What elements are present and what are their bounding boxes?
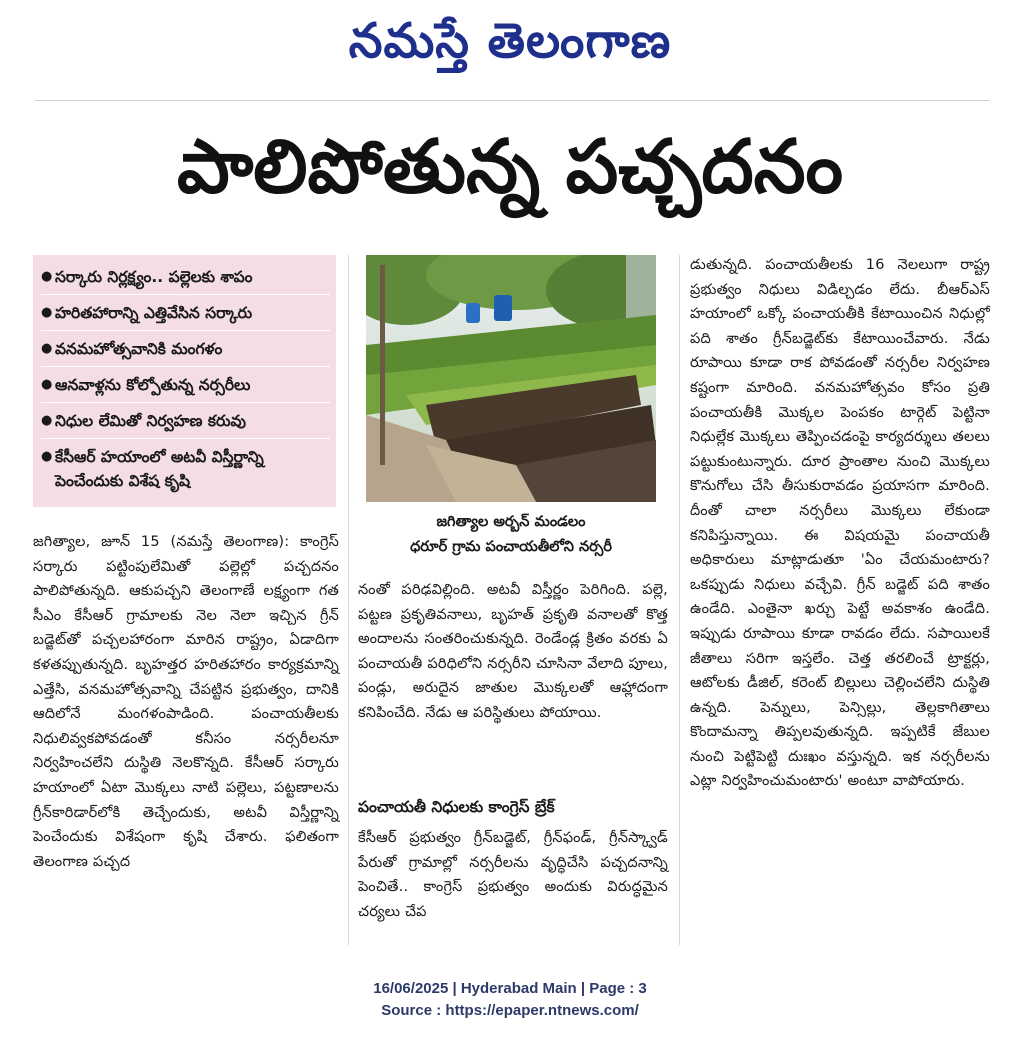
caption-line: జగిత్యాల అర్బన్ మండలం xyxy=(436,514,586,530)
footer-source: Source : https://epaper.ntnews.com/ xyxy=(381,1002,639,1019)
bullet-icon: ● xyxy=(41,341,53,356)
highlight-item xyxy=(41,295,330,331)
article-subheading: పంచాయతీ నిధులకు కాంగ్రెస్ బ్రేక్ xyxy=(358,798,555,816)
headline: పాలిపోతున్న పచ్చదనం xyxy=(176,124,844,210)
column-divider xyxy=(679,255,680,945)
article-column-middle-bottom xyxy=(358,826,668,924)
bullet-icon: ● xyxy=(41,269,53,284)
bullet-icon: ● xyxy=(41,377,53,392)
highlight-text: హరితహారాన్ని ఎత్తివేసిన సర్కారు xyxy=(55,304,253,322)
highlight-item xyxy=(41,439,330,498)
highlight-text: కేసీఆర్ హయాంలో అటవీ విస్తీర్ణాన్ని పెంచేందుకు విశేష కృషి xyxy=(55,448,264,490)
highlight-item xyxy=(41,403,330,439)
bullet-icon: ● xyxy=(41,449,53,464)
article-text: నంతో పరిఢవిల్లింది. అటవీ విస్తీర్ణం పెరిగింది. పల్లె, పట్టణ ప్రకృతివనాలు, బృహత్ ప్రకృతి వనాలతో కొత్త అందాలను సంతరించుకున్నది. రెండేండ్ల క్రితం వరకు ఏ పంచాయతీ పరిధిలోని నర్సరీని చూసినా వేలాది పూలు, పండ్లు, అరుదైన జాతుల మొక్కలతో ఆహ్లాదంగా కనిపించేది. నేడు ఆ పరిస్థితులు పోయాయి. xyxy=(358,582,668,721)
footer-date-edition: 16/06/2025 | Hyderabad Main | Page : 3 xyxy=(373,980,647,997)
highlights-box xyxy=(33,255,336,507)
bullet-icon: ● xyxy=(41,413,53,428)
highlight-text: ఆనవాళ్లను కోల్పోతున్న నర్సరీలు xyxy=(55,376,251,394)
article-column-left xyxy=(33,530,339,874)
highlight-text: వనమహోత్సవానికి మంగళం xyxy=(55,340,223,358)
article-text: జగిత్యాల, జూన్ 15 (నమస్తే తెలంగాణ): కాంగ్రెస్ సర్కారు పట్టింపులేమితో పల్లెల్లో పచ్చదనం పాలిపోతున్నది. ఆకుపచ్చని తెలంగాణే లక్ష్యంగా గత సీఎం కేసీఆర్ గ్రామాలకు నెల నెలా ఇచ్చిన గ్రీన్ బడ్జెట్‌తో పచ్చలహారంగా మారిన రాష్ట్రం, ఏడాదిగా కళతప్పుతున్నది. బృహత్తర హరితహారం కార్యక్రమాన్ని ఎత్తేసి, వనమహోత్సవాన్ని చేపట్టిన ప్రభుత్వం, దానికి ఆదిలోనే మంగళంపాడింది. పంచాయతీలకు నిధులివ్వకపోవడంతో కనీసం నర్సరీలనూ నిర్వహించలేని దుస్థితి నెలకొన్నది. కేసీఆర్ సర్కారు హయాంలో ఏటా మొక్కలు నాటి పల్లెలు, పట్టణాలను గ్రీన్‌కారిడార్‌లోకి తెచ్చేందుకు, అటవీ విస్తీర్ణాన్ని పెంచేందుకు విశేషంగా కృషి చేశారు. ఫలితంగా తెలంగాణ పచ్చద xyxy=(33,534,339,870)
caption-line: ధరూర్ గ్రామ పంచాయతీలోని నర్సరీ xyxy=(410,539,612,555)
masthead-logo: నమస్తే తెలంగాణ xyxy=(348,13,672,69)
highlight-text: నిధుల లేమితో నిర్వహణ కరువు xyxy=(55,412,246,430)
masthead-divider xyxy=(35,100,990,101)
article-column-right xyxy=(690,253,990,794)
highlight-text: సర్కారు నిర్లక్ష్యం.. పల్లెలకు శాపం xyxy=(55,268,253,286)
article-text: కేసీఆర్ ప్రభుత్వం గ్రీన్‌బడ్జెట్, గ్రీన్‌ఫండ్, గ్రీన్‌స్క్వాడ్ పేరుతో గ్రామాల్లో నర్సరీలను వృద్ధిచేసి పచ్చదనాన్ని పెంచితే.. కాంగ్రెస్ ప్రభుత్వం అందుకు విరుద్ధమైన చర్యలు చేప xyxy=(358,830,668,920)
column-divider xyxy=(348,255,349,945)
article-text: డుతున్నది. పంచాయతీలకు 16 నెలలుగా రాష్ట్ర ప్రభుత్వం నిధులు విడిల్చడం లేదు. బీఆర్‌ఎస్ హయాంలో ఒక్కో పంచాయతీకి కేటాయించిన నిధుల్లో పది శాతం గ్రీన్‌బడ్జెట్‌కు కేటాయించేవారు. నేడు రూపాయి కూడా రాక పోవడంతో నర్సరీల నిర్వహణ కష్టంగా మారింది. వనమహోత్సవం కోసం ప్రతి పంచాయతీకి మొక్కల పెంపకం టార్గెట్ పెట్టినా నిధుల్లేక మొక్కలు తెప్పించడంపై కార్యదర్శులు తలలు పట్టుకుంటున్నారు. దూర ప్రాంతాల నుంచి మొక్కలు కొనుగోలు చేసి తీసుకురావడం ప్రయాసగా మారింది. దీంతో చాలా నర్సరీలు మొక్కలు లేకుండా కనిపిస్తున్నాయి. ఈ విషయమై పంచాయతీ అధికారులు మాట్లాడుతూ 'ఏం చేయమంటారు? ఒకప్పుడు నిధులు వచ్చేవి. గ్రీన్ బడ్జెట్ పది శాతం ఉండేది. ఎంతైనా ఖర్చు పెట్టే అవకాశం ఉండేది. ఇప్పుడు రూపాయి కూడా రావడం లేదు. సపాయిలకే జీతాలు సరిగా ఇస్తలేం. చెత్త తరలించే ట్రాక్టర్లు, ఆటోలకు డీజిల్, కరెంట్ బిల్లులు చెల్లించలేని దుస్థితి ఉన్నది. పెన్నులు, పెన్సిల్లు, తెల్లకాగితాలు కొందామన్నా తిప్పలవుతున్నది. ఇప్పటికే జేబుల నుంచి పెట్టిపెట్టి దుఃఖం వస్తున్నది. ఇక నర్సరీలను ఎట్లా నిర్వహించుమంటారు' అంటూ వాపోయారు. xyxy=(690,257,990,790)
bullet-icon: ● xyxy=(41,305,53,320)
highlight-item xyxy=(41,259,330,295)
photo-caption xyxy=(366,510,656,560)
article-column-middle xyxy=(358,578,668,726)
highlight-item xyxy=(41,367,330,403)
page-footer xyxy=(0,978,1020,1022)
nursery-photo xyxy=(366,255,656,502)
highlight-item xyxy=(41,331,330,367)
